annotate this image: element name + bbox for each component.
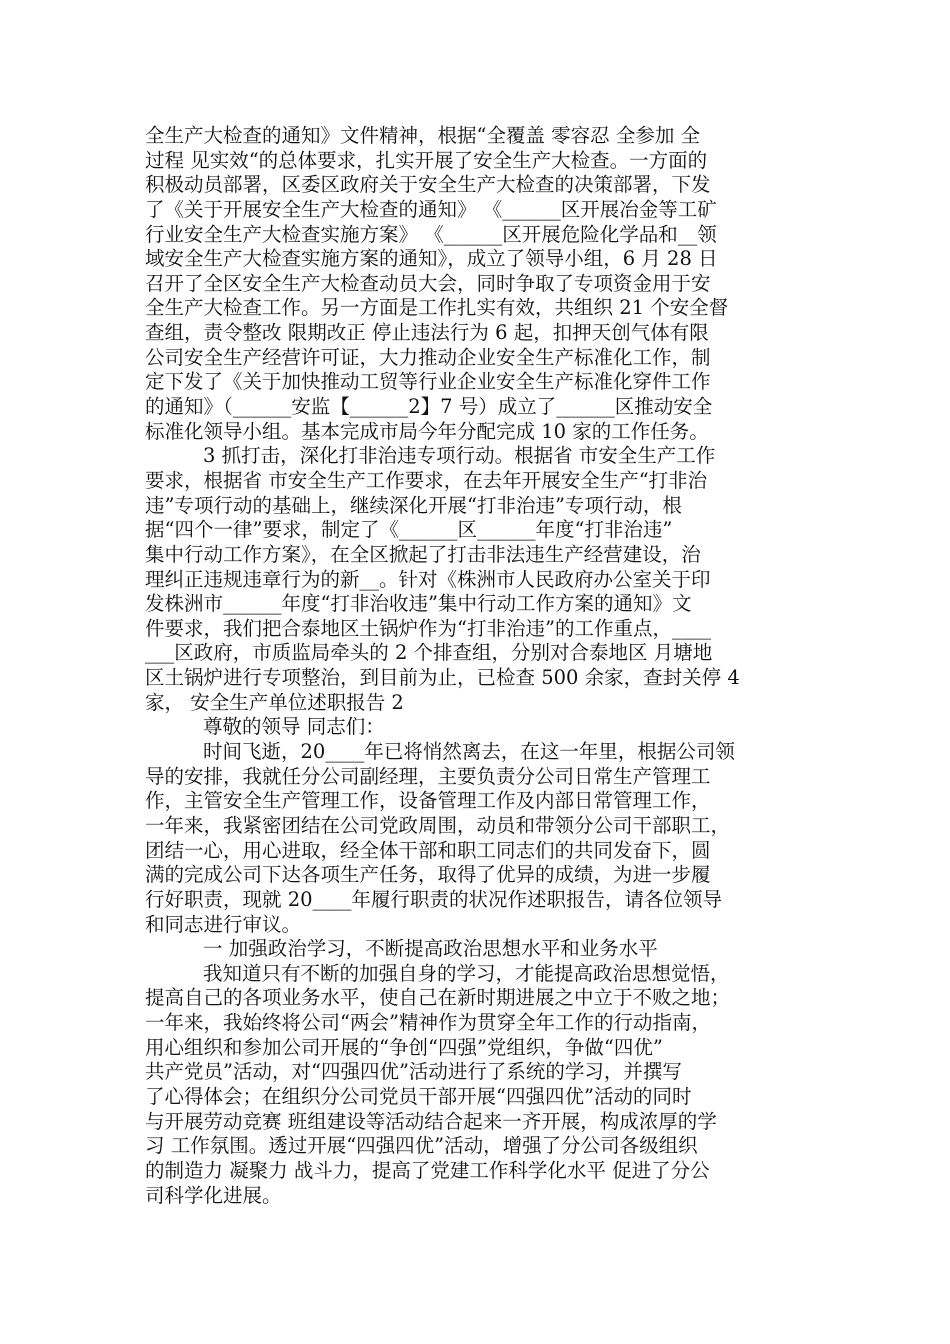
text-line: 要求，根据省 市安全生产工作要求，在去年开展安全生产“打非治	[145, 468, 708, 492]
text-line: 行业安全生产大检查实施方案》 《______区开展危险化学品和__领	[145, 222, 717, 246]
text-line: 域安全生产大检查实施方案的通知》，成立了领导小组，6 月 28 日	[145, 247, 718, 271]
text-line: 据“四个一律”要求，制定了《______区______年度“打非治违”	[145, 518, 673, 542]
text-line: 提高自己的各项业务水平，使自己在新时期进展之中立于不败之地；	[145, 986, 731, 1010]
text-line: 我知道只有不断的加强自身的学习，才能提高政治思想觉悟，	[203, 961, 730, 985]
text-line: 全生产大检查的通知》文件精神，根据“全覆盖 零容忍 全参加 全	[145, 124, 701, 147]
text-line: 了心得体会；在组织分公司党员干部开展“四强四优”活动的同时	[145, 1084, 692, 1108]
text-line: 违”专项行动的基础上，继续深化开展“打非治违”专项行动，根	[145, 493, 682, 517]
text-line: 一年来，我紧密团结在公司党政周围，动员和带领分公司干部职工，	[145, 813, 731, 837]
text-line: 标准化领导小组。基本完成市局今年分配完成 10 家的工作任务。	[145, 419, 709, 443]
text-line: 尊敬的领导 同志们：	[203, 715, 385, 739]
text-line: 的通知》（______安监【______2】7 号）成立了______区推动安全	[145, 395, 713, 419]
text-line: 习 工作氛围。透过开展“四强四优”活动，增强了分公司各级组织	[145, 1134, 698, 1158]
text-line: 公司安全生产经营许可证，大力推动企业安全生产标准化工作，制	[145, 345, 711, 369]
text-line: 一年来，我始终将公司“两会”精神作为贯穿全年工作的行动指南，	[145, 1011, 711, 1035]
text-line: 区土锅炉进行专项整治，到目前为止，已检查 500 余家，查封关停 4	[145, 666, 740, 690]
text-line: 时间飞逝，20____年已将悄然离去，在这一年里，根据公司领	[203, 740, 735, 764]
text-line: 过程 见实效“的总体要求，扎实开展了安全生产大检查。一方面的	[145, 148, 708, 172]
text-line: 全生产大检查工作。另一方面是工作扎实有效，共组织 21 个安全督	[145, 296, 729, 320]
text-line: 和同志进行审议。	[145, 912, 302, 936]
text-line: 团结一心，用心进取，经全体干部和职工同志们的共同发奋下，圆	[145, 838, 711, 862]
text-line: 用心组织和参加公司开展的“争创“四强”党组织，争做“四优”	[145, 1035, 663, 1059]
text-line: 定下发了《关于加快推动工贸等行业企业安全生产标准化穿件工作	[145, 370, 711, 394]
text-line: 家， 安全生产单位述职报告 2	[145, 690, 404, 714]
text-line: 查组，责令整改 限期改正 停止违法行为 6 起，扣押天创气体有限	[145, 321, 709, 345]
text-line: 积极动员部署，区委区政府关于安全生产大检查的决策部署，下发	[145, 173, 711, 197]
text-line: 满的完成公司下达各项生产任务，取得了优异的成绩，为进一步履	[145, 863, 711, 887]
text-line: 的制造力 凝聚力 战斗力，提高了党建工作科学化水平 促进了分公	[145, 1158, 710, 1182]
text-line: ___区政府，市质监局牵头的 2 个排查组，分别对合泰地区 月塘地	[145, 641, 713, 665]
text-line: 与开展劳动竞赛 班组建设等活动结合起来一齐开展，构成浓厚的学	[145, 1109, 717, 1133]
text-line: 作，主管安全生产管理工作，设备管理工作及内部日常管理工作，	[145, 789, 711, 813]
text-line: 导的安排，我就任分公司副经理，主要负责分公司日常生产管理工	[145, 764, 711, 788]
text-line: 3 抓打击，深化打非治违专项行动。根据省 市安全生产工作	[203, 444, 716, 468]
text-line: 召开了全区安全生产大检查动员大会，同时争取了专项资金用于安	[145, 271, 711, 295]
text-line: 行好职责，现就 20____年履行职责的状况作述职报告，请各位领导	[145, 887, 723, 911]
text-line: 发株洲市______年度“打非治收违”集中行动工作方案的通知》文	[145, 592, 692, 616]
text-line: 司科学化进展。	[145, 1183, 282, 1207]
document-body	[145, 124, 815, 1208]
text-line: 集中行动工作方案》，在全区掀起了打击非法违生产经营建设，治	[145, 542, 701, 566]
text-line: 件要求，我们把合泰地区土锅炉作为“打非治违”的工作重点，____	[145, 616, 711, 640]
text-line: 一 加强政治学习，不断提高政治思想水平和业务水平	[203, 937, 658, 961]
text-line: 了《关于开展安全生产大检查的通知》 《______区开展冶金等工矿	[145, 197, 717, 221]
text-line: 共产党员”活动，对“四强四优”活动进行了系统的学习，并撰写	[145, 1060, 682, 1084]
text-line: 理纠正违规违章行为的新__。针对《株洲市人民政府办公室关于印	[145, 567, 711, 591]
